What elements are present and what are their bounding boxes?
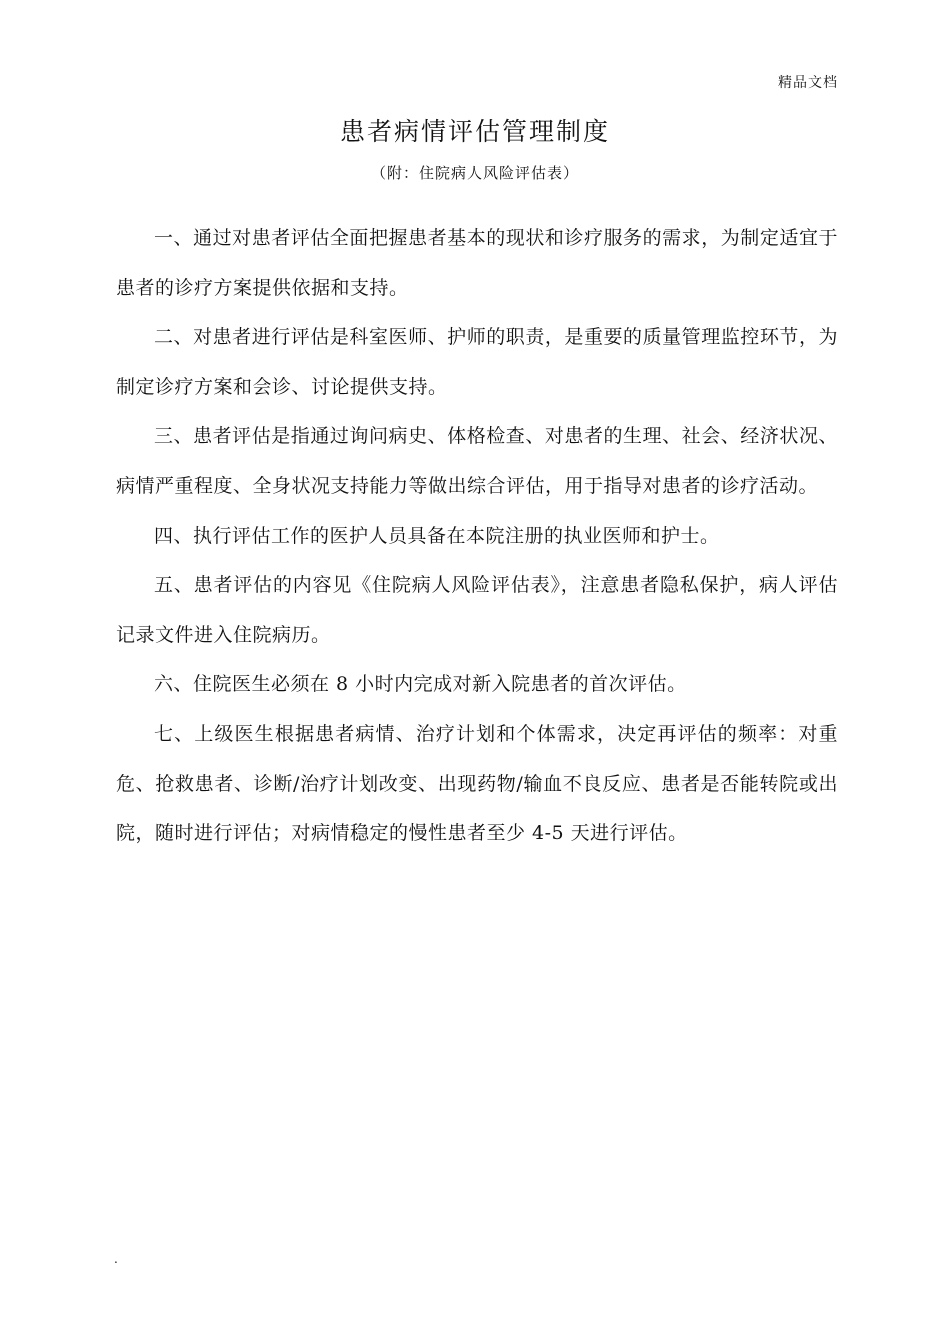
- paragraph-7: 七、上级医生根据患者病情、治疗计划和个体需求，决定再评估的频率：对重危、抢救患者、诊断/治疗计划改变、出现药物/输血不良反应、患者是否能转院或出院，随时进行评估；对病情稳定的慢性患者至少 4-5 天进行评估。: [116, 722, 838, 845]
- paragraph-5: 五、患者评估的内容见《住院病人风险评估表》，注意患者隐私保护，病人评估记录文件进入住院病历。: [116, 574, 838, 646]
- document-title: 患者病情评估管理制度: [339, 117, 610, 146]
- paragraph-6: 六、住院医生必须在 8 小时内完成对新入院患者的首次评估。: [154, 673, 687, 696]
- paragraph-2: 二、对患者进行评估是科室医师、护师的职责，是重要的质量管理监控环节，为制定诊疗方案和会诊、讨论提供支持。: [116, 326, 838, 398]
- paragraph-1: 一、通过对患者评估全面把握患者基本的现状和诊疗服务的需求，为制定适宜于患者的诊疗方案提供依据和支持。: [116, 227, 838, 299]
- paragraph-4: 四、执行评估工作的医护人员具备在本院注册的执业医师和护士。: [154, 524, 720, 547]
- document-subtitle: （附：住院病人风险评估表）: [370, 164, 579, 182]
- footer-dot: .: [114, 1252, 118, 1266]
- header-watermark-text: 精品文档: [778, 75, 838, 91]
- document-body: [116, 214, 838, 859]
- paragraph-3: 三、患者评估是指通过询问病史、体格检查、对患者的生理、社会、经济状况、病情严重程度、全身状况支持能力等做出综合评估，用于指导对患者的诊疗活动。: [116, 425, 838, 497]
